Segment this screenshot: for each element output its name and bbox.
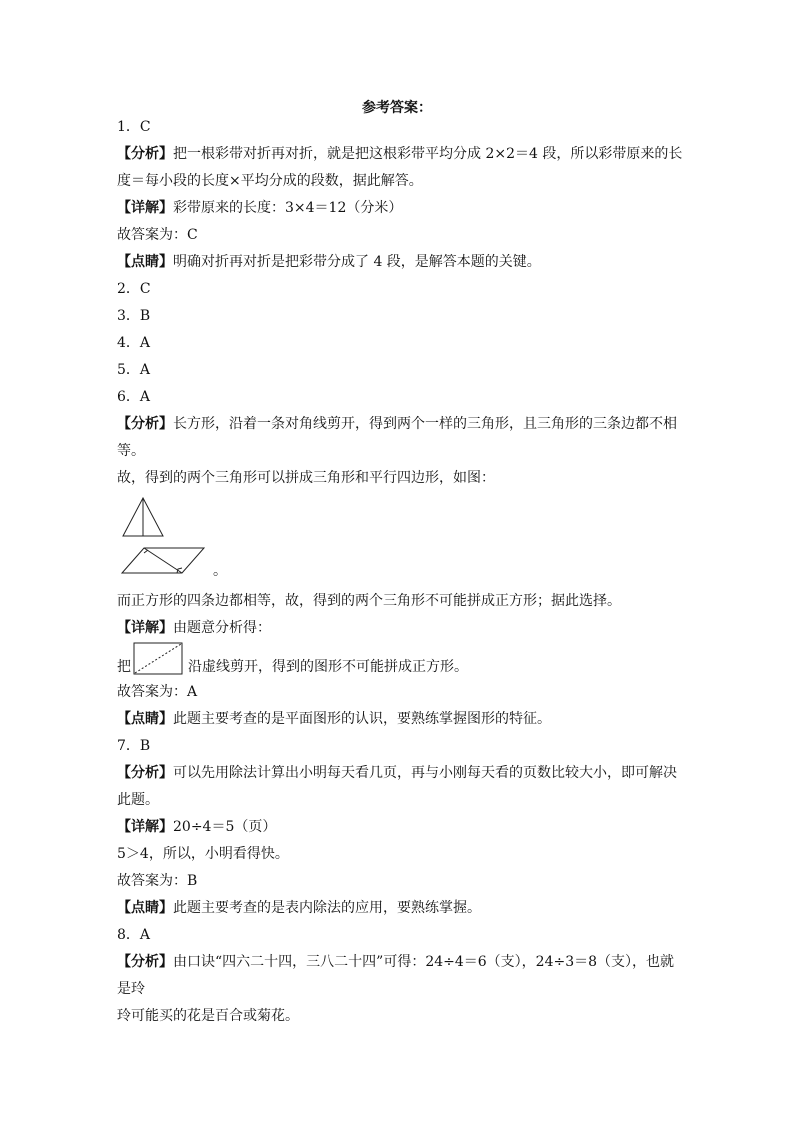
analysis-1 <box>117 141 683 168</box>
parallelogram-figure <box>117 544 683 588</box>
analysis-text: 由口诀“四六二十四，三八二十四”可得：24÷4＝6（支），24÷3＝8（支），也就是玲 <box>117 954 675 997</box>
analysis-1-cont: 度＝每小段的长度×平均分成的段数，据此解答。 <box>117 173 423 189</box>
answer-content <box>117 114 683 1030</box>
parallelogram-icon <box>120 546 206 576</box>
answer-5: 5．A <box>117 362 151 378</box>
final-answer-6: 故答案为：A <box>117 684 198 700</box>
square-suffix: 沿虚线剪开，得到的图形不可能拼成正方形。 <box>188 659 468 675</box>
answer-6: 6．A <box>117 389 151 405</box>
answer-1: 1．C <box>117 119 151 135</box>
analysis-tag: 【分析】 <box>117 765 173 781</box>
detail-7 <box>117 814 683 841</box>
analysis-6-figure-intro: 故，得到的两个三角形可以拼成三角形和平行四边形，如图： <box>117 470 495 486</box>
comment-1 <box>117 249 683 276</box>
comment-tag: 【点睛】 <box>117 711 173 727</box>
analysis-7 <box>117 760 683 787</box>
comment-6 <box>117 706 683 733</box>
final-answer-1: 故答案为：C <box>117 227 198 243</box>
page-title: 参考答案： <box>362 100 432 116</box>
dashed-square-icon <box>133 642 183 676</box>
analysis-7-cont: 此题。 <box>117 792 159 808</box>
detail-6 <box>117 615 683 642</box>
square-prefix: 把 <box>117 659 131 675</box>
analysis-6-square: 而正方形的四条边都相等，故，得到的两个三角形不可能拼成正方形；据此选择。 <box>117 593 621 609</box>
answer-7: 7．B <box>117 738 151 754</box>
figure-end-mark: 。 <box>213 563 227 579</box>
cut-square-line <box>117 642 683 679</box>
detail-1 <box>117 195 683 222</box>
detail-text: 20÷4＝5（页） <box>173 819 277 835</box>
comment-text: 明确对折再对折是把彩带分成了 4 段，是解答本题的关键。 <box>173 254 541 270</box>
triangle-figure <box>117 492 683 544</box>
analysis-tag: 【分析】 <box>117 146 173 162</box>
comment-tag: 【点睛】 <box>117 254 173 270</box>
triangle-icon <box>121 496 165 540</box>
comment-7 <box>117 895 683 922</box>
analysis-text: 把一根彩带对折再对折，就是把这根彩带平均分成 2×2＝4 段，所以彩带原来的长 <box>173 146 683 162</box>
answer-4: 4．A <box>117 335 151 351</box>
comment-text: 此题主要考查的是表内除法的应用，要熟练掌握。 <box>173 900 481 916</box>
detail-text: 彩带原来的长度：3×4＝12（分米） <box>173 200 403 216</box>
analysis-text: 可以先用除法计算出小明每天看几页，再与小刚每天看的页数比较大小，即可解决 <box>173 765 677 781</box>
answer-3: 3．B <box>117 308 151 324</box>
analysis-tag: 【分析】 <box>117 416 173 432</box>
analysis-tag: 【分析】 <box>117 954 173 970</box>
analysis-6 <box>117 411 683 438</box>
answer-8: 8．A <box>117 927 151 943</box>
detail-7-cont: 5＞4，所以，小明看得快。 <box>117 846 289 862</box>
analysis-8 <box>117 949 683 1003</box>
detail-tag: 【详解】 <box>117 200 173 216</box>
detail-text: 由题意分析得： <box>173 620 271 636</box>
comment-tag: 【点睛】 <box>117 900 173 916</box>
analysis-8-cont: 玲可能买的花是百合或菊花。 <box>117 1008 299 1024</box>
analysis-6-cont: 等。 <box>117 443 145 459</box>
detail-tag: 【详解】 <box>117 819 173 835</box>
answer-2: 2．C <box>117 281 151 297</box>
final-answer-7: 故答案为：B <box>117 873 198 889</box>
comment-text: 此题主要考查的是平面图形的认识，要熟练掌握图形的特征。 <box>173 711 551 727</box>
analysis-text: 长方形，沿着一条对角线剪开，得到两个一样的三角形，且三角形的三条边都不相 <box>173 416 677 432</box>
detail-tag: 【详解】 <box>117 620 173 636</box>
